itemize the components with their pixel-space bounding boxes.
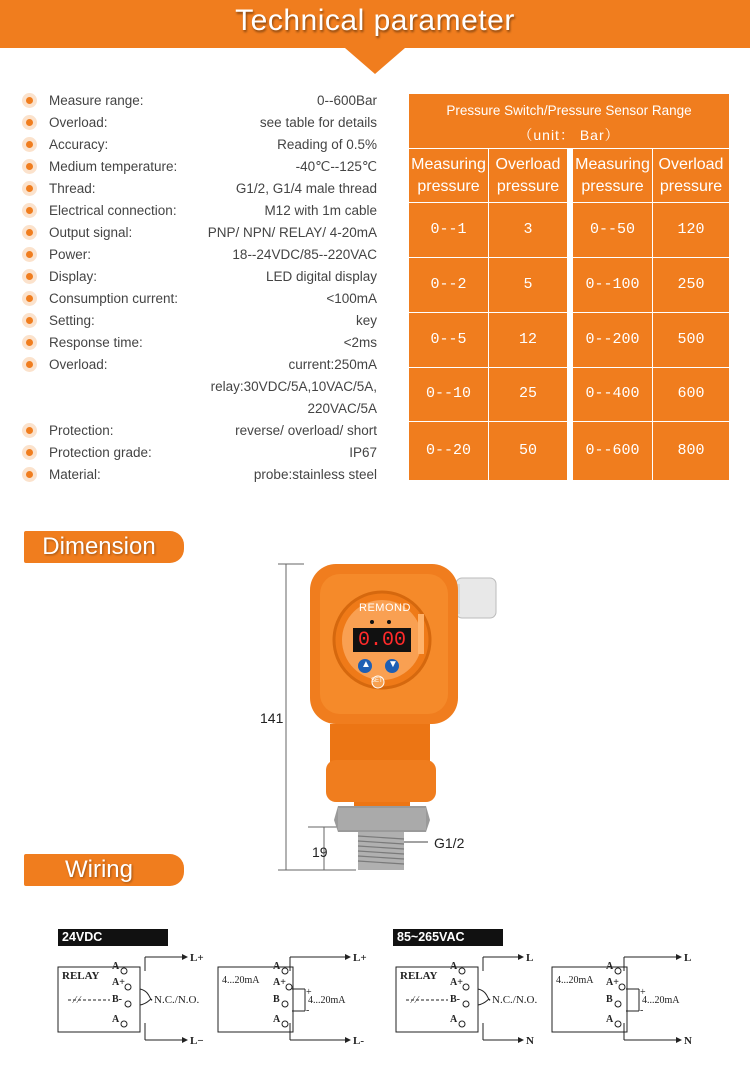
- terminal-label: A+: [606, 977, 619, 988]
- spec-list: [22, 90, 382, 486]
- spec-value: <2ms: [343, 335, 377, 350]
- terminal-label: B-: [112, 994, 122, 1005]
- table-cell: 0--1: [430, 220, 467, 238]
- page-title: Technical parameter: [235, 4, 515, 37]
- spec-row: [22, 266, 382, 288]
- table-cell: 800: [677, 441, 705, 459]
- table-cell: 12: [518, 330, 537, 348]
- column-header: pressure: [659, 178, 723, 195]
- spec-value: M12 with 1m cable: [264, 203, 377, 218]
- spec-label: Output signal:: [49, 225, 133, 240]
- up-arrow-icon: ▲: [361, 659, 371, 670]
- table-cell: 0--600: [585, 441, 640, 459]
- bullet-icon: [22, 181, 37, 196]
- column-header: Overload: [495, 156, 561, 173]
- spec-label: Overload:: [49, 357, 108, 372]
- table-cell: 0--100: [585, 275, 640, 293]
- spec-row: [22, 442, 382, 464]
- thread-length-dimension: 19: [312, 844, 328, 860]
- dc-current-box: 4...20mA: [222, 975, 260, 986]
- ac-contact-label: N.C./N.O.: [492, 994, 538, 1006]
- dimension-title: Dimension: [42, 533, 156, 560]
- ac-header: 85~265VAC: [393, 929, 503, 946]
- spec-value: reverse/ overload/ short: [235, 423, 377, 438]
- spec-label: Protection:: [49, 423, 114, 438]
- spec-row: [22, 178, 382, 200]
- spec-label: Thread:: [49, 181, 96, 196]
- ac-line: L: [526, 952, 534, 964]
- dc-current-meter: 4...20mA: [308, 995, 346, 1006]
- spec-row: [22, 134, 382, 156]
- table-caption: Pressure Switch/Pressure Sensor Range: [446, 103, 692, 118]
- spec-label: Overload:: [49, 115, 108, 130]
- bullet-icon: [22, 203, 37, 218]
- spec-value: probe:stainless steel: [253, 467, 377, 482]
- terminal-label: A+: [273, 977, 286, 988]
- table-cell: 120: [677, 220, 705, 238]
- spec-row: [22, 464, 382, 486]
- ac-neutral-right: N: [684, 1035, 692, 1047]
- bullet-icon: [22, 225, 37, 240]
- column-header: Measuring: [575, 156, 650, 173]
- ac-meter-minus: -: [640, 1005, 644, 1016]
- spec-row: [22, 332, 382, 354]
- terminal-screw: [121, 1021, 127, 1027]
- bullet-icon: [22, 467, 37, 482]
- dc-neg-line-right: L-: [353, 1035, 364, 1047]
- spec-label: Consumption current:: [49, 291, 179, 306]
- terminal-label: B: [273, 994, 280, 1005]
- table-cell: 500: [677, 330, 705, 348]
- spec-row: [22, 90, 382, 112]
- ac-relay-label: RELAY: [400, 970, 438, 982]
- ac-switch-icon: ⁄ ⁄: [412, 995, 418, 1006]
- spec-value: relay:30VDC/5A,10VAC/5A,: [210, 379, 377, 394]
- spec-value: key: [355, 313, 377, 328]
- terminal-screw: [463, 1001, 469, 1007]
- set-button-label: SET: [371, 678, 383, 684]
- bullet-icon: [22, 335, 37, 350]
- terminal-label: A: [606, 961, 614, 972]
- spec-value: LED digital display: [265, 269, 377, 284]
- table-cell: 0--50: [589, 220, 635, 238]
- wiring-diagram: [0, 945, 750, 1065]
- dc-switch-icon: ⁄ ⁄: [74, 995, 80, 1006]
- dc-neg-line: L−: [190, 1035, 204, 1047]
- terminal-screw: [459, 1021, 465, 1027]
- bullet-icon: [22, 357, 37, 372]
- product-drawing: [260, 560, 508, 878]
- terminal-screw: [615, 1021, 621, 1027]
- ac-neutral: N: [526, 1035, 534, 1047]
- column-header: pressure: [417, 178, 480, 195]
- terminal-screw: [459, 968, 465, 974]
- table-cell: 25: [518, 385, 537, 402]
- dimension-tab: [24, 531, 184, 563]
- spec-value: IP67: [349, 445, 377, 460]
- terminal-label: B-: [450, 994, 460, 1005]
- header-banner: [0, 0, 750, 48]
- spec-row: [22, 112, 382, 134]
- bullet-icon: [22, 159, 37, 174]
- terminal-screw: [286, 984, 292, 990]
- table-cell: 50: [518, 441, 537, 459]
- terminal-label: A: [450, 1014, 458, 1025]
- spec-label: Power:: [49, 247, 92, 262]
- dc-header: 24VDC: [58, 929, 168, 946]
- column-header: pressure: [496, 178, 560, 195]
- spec-label: Response time:: [49, 335, 143, 350]
- table-cell: 0--200: [585, 330, 640, 348]
- terminal-screw: [615, 1001, 621, 1007]
- terminal-label: A: [112, 961, 120, 972]
- terminal-label: A: [450, 961, 458, 972]
- spec-row: [22, 420, 382, 442]
- column-header: Measuring: [411, 156, 486, 173]
- dc-meter-minus: -: [306, 1005, 310, 1016]
- bullet-icon: [22, 313, 37, 328]
- table-cell: 0--20: [425, 441, 471, 459]
- table-cell: 600: [677, 385, 705, 402]
- spec-row: [22, 156, 382, 178]
- spec-label: Protection grade:: [49, 445, 152, 460]
- dc-contact-label: N.C./N.O.: [154, 994, 200, 1006]
- banner-notch: [345, 48, 405, 74]
- spec-label: Electrical connection:: [49, 203, 177, 218]
- ac-current-meter: 4...20mA: [642, 995, 680, 1006]
- bullet-icon: [22, 93, 37, 108]
- column-header: Overload: [658, 156, 724, 173]
- spec-label: Material:: [49, 467, 101, 482]
- down-arrow-icon: ▼: [388, 659, 398, 670]
- terminal-label: A+: [112, 977, 125, 988]
- dc-pos-line: L+: [190, 952, 204, 964]
- terminal-screw: [125, 984, 131, 990]
- column-header: pressure: [581, 178, 644, 195]
- spec-row: [22, 200, 382, 222]
- bullet-icon: [22, 247, 37, 262]
- spec-value: PNP/ NPN/ RELAY/ 4-20mA: [207, 225, 377, 240]
- spec-value: Reading of 0.5%: [277, 137, 377, 152]
- height-dimension: 141: [260, 710, 284, 726]
- wiring-title: Wiring: [64, 856, 133, 883]
- brand-label: REMOND: [359, 602, 411, 614]
- spec-value: 0--600Bar: [316, 93, 377, 108]
- dc-relay-label: RELAY: [62, 970, 100, 982]
- spec-value: G1/2, G1/4 male thread: [235, 181, 377, 196]
- ac-meter-plus: +: [640, 987, 646, 998]
- spec-label: Measure range:: [49, 93, 144, 108]
- spec-label: Display:: [49, 269, 98, 284]
- bullet-icon: [22, 115, 37, 130]
- spec-label: Medium temperature:: [49, 159, 178, 174]
- terminal-screw: [121, 968, 127, 974]
- bullet-icon: [22, 291, 37, 306]
- dc-pos-line-right: L+: [353, 952, 367, 964]
- table-cell: 0--2: [430, 275, 467, 293]
- table-cell: 3: [523, 220, 533, 238]
- table-cell: 0--5: [430, 330, 467, 348]
- table-cell: 250: [677, 275, 705, 293]
- spec-label: Setting:: [49, 313, 95, 328]
- spec-label: Accuracy:: [49, 137, 109, 152]
- terminal-screw: [619, 984, 625, 990]
- terminal-screw: [282, 1001, 288, 1007]
- spec-row: [22, 244, 382, 266]
- terminal-label: A+: [450, 977, 463, 988]
- table-unit: （unit： Bar）: [518, 127, 620, 143]
- spec-value: see table for details: [259, 115, 377, 130]
- table-cell: 5: [523, 275, 533, 293]
- ac-current-box: 4...20mA: [556, 975, 594, 986]
- bullet-icon: [22, 137, 37, 152]
- terminal-label: A: [273, 1014, 281, 1025]
- terminal-label: A: [606, 1014, 614, 1025]
- dc-meter-plus: +: [306, 987, 312, 998]
- terminal-screw: [125, 1001, 131, 1007]
- spec-row: [22, 354, 382, 420]
- ac-line-right: L: [684, 952, 692, 964]
- bullet-icon: [22, 445, 37, 460]
- spec-value: 220VAC/5A: [307, 401, 377, 416]
- spec-row: [22, 288, 382, 310]
- spec-value: -40℃--125℃: [295, 159, 377, 174]
- table-cell: 0--400: [585, 385, 640, 402]
- terminal-screw: [615, 968, 621, 974]
- thread-size-label: G1/2: [434, 835, 465, 851]
- wiring-tab: [24, 854, 184, 886]
- terminal-label: A: [112, 1014, 120, 1025]
- spec-row: [22, 222, 382, 244]
- spec-value: current:250mA: [288, 357, 377, 372]
- terminal-screw: [282, 968, 288, 974]
- terminal-label: B: [606, 994, 613, 1005]
- display-reading: 0.00: [357, 629, 406, 652]
- table-cell: 0--10: [425, 385, 471, 402]
- terminal-screw: [282, 1021, 288, 1027]
- spec-row: [22, 310, 382, 332]
- terminal-label: A: [273, 961, 281, 972]
- bullet-icon: [22, 269, 37, 284]
- terminal-screw: [463, 984, 469, 990]
- range-table: [409, 94, 729, 480]
- bullet-icon: [22, 423, 37, 438]
- spec-value: <100mA: [326, 291, 377, 306]
- spec-value: 18--24VDC/85--220VAC: [232, 247, 377, 262]
